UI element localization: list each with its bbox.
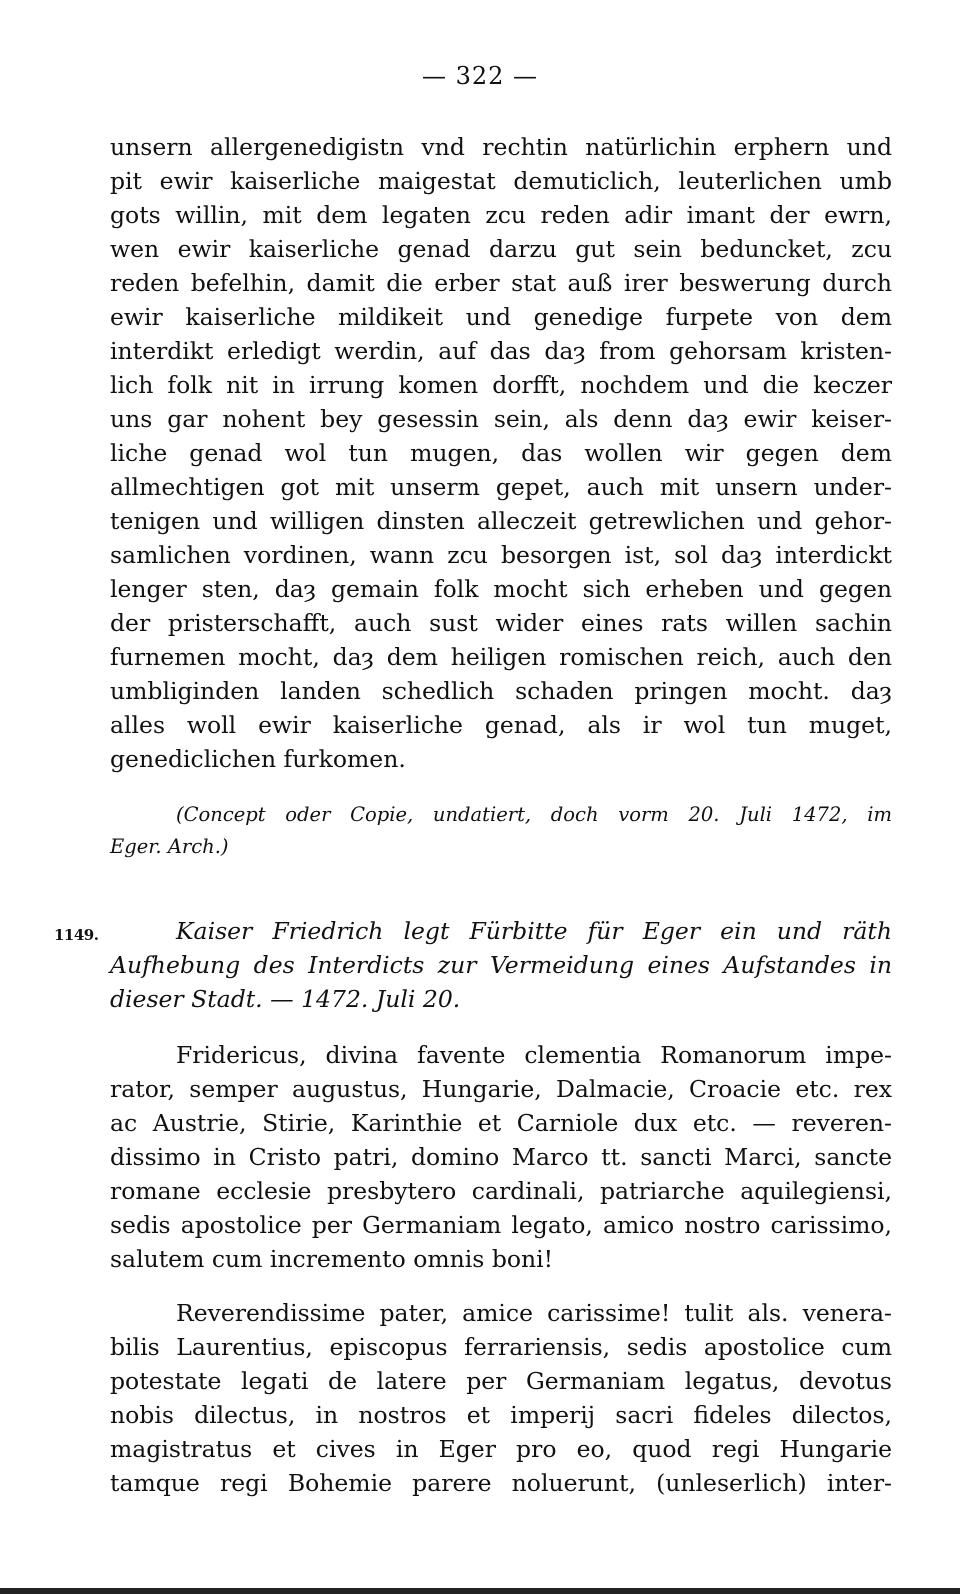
paragraph-line: reden befelhin, damit die erber stat auß irer beswerung durch bbox=[110, 269, 892, 297]
entry-heading-line: dieser Stadt. — 1472. Juli 20. bbox=[110, 985, 461, 1013]
paragraph-line: bilis Laurentius, episcopus ferrariensis, sedis apostolice cum bbox=[110, 1333, 892, 1361]
paragraph-line: gots willin, mit dem legaten zcu reden adir imant der ewrn, bbox=[110, 201, 892, 229]
entry-number: 1149. bbox=[54, 926, 99, 944]
paragraph-line: romane ecclesie presbytero cardinali, patriarche aquilegiensi, bbox=[110, 1177, 892, 1205]
paragraph-line: interdikt erledigt werdin, auf das daȝ from gehorsam kristen- bbox=[110, 337, 892, 365]
paragraph-line: samlichen vordinen, wann zcu besorgen ist, sol daȝ interdickt bbox=[110, 541, 892, 569]
paragraph-line: allmechtigen got mit unserm gepet, auch mit unsern under- bbox=[110, 473, 892, 501]
paragraph-line: genediclichen furkomen. bbox=[110, 745, 406, 773]
paragraph-line: lenger sten, daȝ gemain folk mocht sich erheben und gegen bbox=[110, 575, 892, 603]
paragraph-line: lich folk nit in irrung komen dorfft, nochdem und die keczer bbox=[110, 371, 892, 399]
paragraph-line: uns gar nohent bey gesessin sein, als denn daȝ ewir keiser- bbox=[110, 405, 892, 433]
source-note-line: Eger. Arch.) bbox=[110, 835, 229, 858]
paragraph-line: nobis dilectus, in nostros et imperij sacri fideles dilectos, bbox=[110, 1401, 892, 1429]
paragraph-line: Reverendissime pater, amice carissime! tulit als. venera- bbox=[176, 1299, 892, 1327]
paragraph-line: ewir kaiserliche mildikeit und genedige furpete von dem bbox=[110, 303, 892, 331]
page-number: — 322 — bbox=[421, 62, 539, 90]
entry-heading-line: Kaiser Friedrich legt Fürbitte für Eger ein und räth bbox=[176, 917, 892, 945]
paragraph-line: dissimo in Cristo patri, domino Marco tt. sancti Marci, sancte bbox=[110, 1143, 892, 1171]
paragraph-line: tamque regi Bohemie parere noluerunt, (unleserlich) inter- bbox=[110, 1469, 892, 1497]
paragraph-line: tenigen und willigen dinsten alleczeit getrewlichen und gehor- bbox=[110, 507, 892, 535]
paragraph-line: umbliginden landen schedlich schaden pringen mocht. daȝ bbox=[110, 677, 892, 705]
paragraph-line: der pristerschafft, auch sust wider eines rats willen sachin bbox=[110, 609, 892, 637]
page-bottom-rule bbox=[0, 1588, 960, 1594]
paragraph-line: pit ewir kaiserliche maigestat demuticlich, leuterlichen umb bbox=[110, 167, 892, 195]
paragraph-line: sedis apostolice per Germaniam legato, amico nostro carissimo, bbox=[110, 1211, 892, 1239]
paragraph-line: potestate legati de latere per Germaniam legatus, devotus bbox=[110, 1367, 892, 1395]
paragraph-line: wen ewir kaiserliche genad darzu gut sein beduncket, zcu bbox=[110, 235, 892, 263]
paragraph-line: ac Austrie, Stirie, Karinthie et Carniole dux etc. — reveren- bbox=[110, 1109, 892, 1137]
paragraph-line: rator, semper augustus, Hungarie, Dalmacie, Croacie etc. rex bbox=[110, 1075, 892, 1103]
paragraph-line: Fridericus, divina favente clementia Romanorum impe- bbox=[176, 1041, 892, 1069]
paragraph-line: unsern allergenedigistn vnd rechtin natürlichin erphern und bbox=[110, 133, 892, 161]
paragraph-line: furnemen mocht, daȝ dem heiligen romischen reich, auch den bbox=[110, 643, 892, 671]
paragraph-line: alles woll ewir kaiserliche genad, als ir wol tun muget, bbox=[110, 711, 892, 739]
paragraph-line: salutem cum incremento omnis boni! bbox=[110, 1245, 554, 1273]
entry-heading-line: Aufhebung des Interdicts zur Vermeidung eines Aufstandes in bbox=[110, 951, 892, 979]
paragraph-line: magistratus et cives in Eger pro eo, quod regi Hungarie bbox=[110, 1435, 892, 1463]
source-note-line: (Concept oder Copie, undatiert, doch vorm 20. Juli 1472, im bbox=[176, 803, 892, 826]
paragraph-line: liche genad wol tun mugen, das wollen wir gegen dem bbox=[110, 439, 892, 467]
